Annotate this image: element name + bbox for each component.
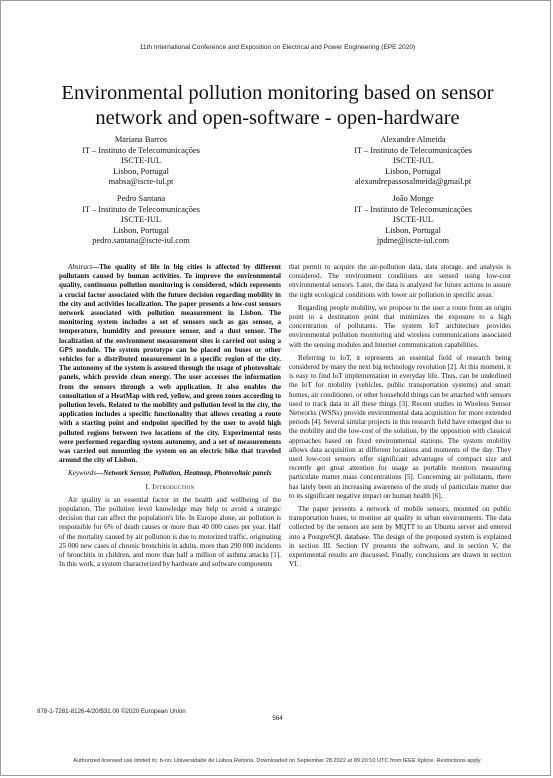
- author-institution: ISCTE-IUL: [120, 215, 161, 225]
- paper-title: [41, 81, 514, 131]
- license-notice: Authorized licensed use limited to: b-on: Universidade de Lisboa Reitoria. Downloaded on September 28,2022 at 09:20:10 UTC from IEEE Xplore. Restrictions apply.: [73, 758, 482, 764]
- author-location: Lisbon, Portugal: [113, 225, 169, 235]
- page-number: 564: [272, 715, 283, 722]
- author-affiliation: IT – Instituto de Telecomunicações: [354, 204, 472, 214]
- author-institution: ISCTE-IUL: [120, 156, 161, 166]
- body-paragraph: that permit to acquire the air-pollution data, data storage, and analysis is considered. The environment conditions are sensed using low-cost environmental sensors. Later, the data is analyzed for future actions to assure the right ecological conditions with lower air pollution in specific areas.: [289, 263, 511, 299]
- abstract: [59, 263, 281, 465]
- author-location: Lisbon, Portugal: [113, 166, 169, 176]
- author-affiliation: IT – Instituto de Telecomunicações: [82, 204, 200, 214]
- right-column: [289, 263, 511, 574]
- author-affiliation: IT – Instituto de Telecomunicações: [354, 145, 472, 155]
- body-paragraph: Regarding people mobility, we propose to the user a route from an origin point to a destination point that minimizes the exposure to a high concentration of pollutants. The system IoT architecture provides environmental pollution monitoring and wireless communications associated with the sensing modules and Internet communication capabilities.: [289, 303, 511, 349]
- author-location: Lisbon, Portugal: [385, 225, 441, 235]
- title-line-1: Environmental pollution monitoring based on sensor: [61, 82, 494, 104]
- abstract-lead: Abstract: [68, 263, 93, 271]
- author-block-1: [41, 135, 241, 188]
- author-email: jpdme@iscte-iul.com: [376, 236, 450, 246]
- author-email: alexandrepassosalmeida@gmail.pt: [354, 177, 472, 187]
- author-name: Pedro Santana: [116, 194, 166, 203]
- section-heading-introduction: [59, 483, 281, 492]
- author-block-3: [41, 194, 241, 247]
- author-email: pedro.santana@iscte-iul.com: [92, 236, 190, 246]
- keywords-lead: Keywords: [68, 469, 97, 478]
- author-institution: ISCTE-IUL: [392, 215, 433, 225]
- author-location: Lisbon, Portugal: [385, 166, 441, 176]
- author-name: João Monge: [392, 194, 434, 203]
- body-paragraph: Air quality is an essential factor in the health and wellbeing of the population. The pollution level knowledge may help to avoid a strategic decision that can affect the population's life. In Europe alone, air pollution is responsible for 6% of death causes or more than 40 000 cases per year. Half of the mortality caused by air pollution is due to motorized traffic, originating 25 000 new cases of chronic bronchitis in adults, more than 290 000 incidents of bronchitis in children, and more than half a million of asthma attacks [1]. In this work, a system characterized by hardware and software components: [59, 495, 281, 569]
- keywords-text: —Network Sensor, Pollution, Heatmap, Photovoltaic panels: [96, 469, 272, 478]
- body-paragraph: The paper presents a network of mobile sensors, mounted on public transportation buses, to monitor air quality in urban environments. The data collected by the sensors are sent by MQTT to an Ubuntu server and entered into a PostgreSQL database. The design of the proposed system is explained in section III. Section IV presents the software, and in section V, the experimental results are discussed. Finally, conclusions are drawn in section VI.: [289, 505, 511, 569]
- section-numeral: I.: [145, 482, 151, 491]
- author-block-2: [313, 135, 513, 188]
- title-line-2: network and open-software - open-hardware: [95, 107, 460, 129]
- body-paragraph: Referring to IoT, it represents an essential field of research being considered by many the next big technology revolution [2]. At this moment, it is easy to find IoT implementation in everyday life. Thus, can be underlined the IoT for mobility (vehicles, public transportation systems) and smart homes, air conditioner, or other household things can be attached with sensors used to track data in all these things [3]. Recent studies in Wireless Sensor Networks (WSNs) provide environmental data acquisition for more extended periods [4]. Several similar projects in this research field have emerged due to the mobility and the low-cost of the solution, by the opposition with classical approaches based on fixed environmental stations. The system mobility allows data acquisition at different locations and moments of the day. They used low-cost sensors offer significant advantages of compact size and recently get great attention for usage as portable monitors measuring particulate matter mass concentrations [5]. Concerning air pollutants, there has lately been an increasing awareness of the study of particulate matter due to its significant negative impact on human health [6].: [289, 353, 511, 500]
- conference-header: 11th International Conference and Exposition on Electrical and Power Engineering (EPE 2020): [139, 44, 416, 51]
- author-name: Alexandre Almeida: [380, 135, 446, 144]
- author-name: Mariana Barros: [114, 135, 168, 144]
- left-column: [59, 263, 281, 574]
- abstract-text: —The quality of life in big cities is affected by different pollutants caused by human activities. To improve the environmental quality, continuous pollution monitoring is considered, which represents a crucial factor associated with the future decision regarding mobility in the city and activities localization. The paper presents a low-cost sensors network associated with pollution measurement in Lisbon. The monitoring system includes a set of sensors such as gas sensor, a temperature, humidity and pressure sensor, and a dust sensor. The localization of the environment measurement sites is carried out using a GPS module. The system prototype can be placed on buses or other vehicles for a distributed measurement in a specific region of the city. The autonomy of the system is assured through the usage of photovoltaic panels, which provide clean energy. The user accesses the information from the sensors through a web application. It also enables the consultation of a HeatMap with red, yellow, and green zones according to pollution levels. Related to the mobility and pollution level in the city, the application includes a specific functionality that allows creating a route with a starting point and endpoint specified by the user to avoid high polluted regions between two locations of the city. Experimental tests were performed regarding system autonomy, and a set of measurements was carried out mounting the system on an electric bike that traveled around the city of Lisbon.: [59, 263, 281, 465]
- author-institution: ISCTE-IUL: [392, 156, 433, 166]
- author-affiliation: IT – Instituto de Telecomunicações: [82, 145, 200, 155]
- author-email: mabsa@iscte-iul.pt: [108, 177, 174, 187]
- keywords: [59, 469, 281, 478]
- section-title: Introduction: [152, 482, 195, 491]
- copyright-notice: 978-1-7281-8126-4/20/$31.00 ©2020 European Union: [37, 708, 186, 715]
- author-block-4: [313, 194, 513, 247]
